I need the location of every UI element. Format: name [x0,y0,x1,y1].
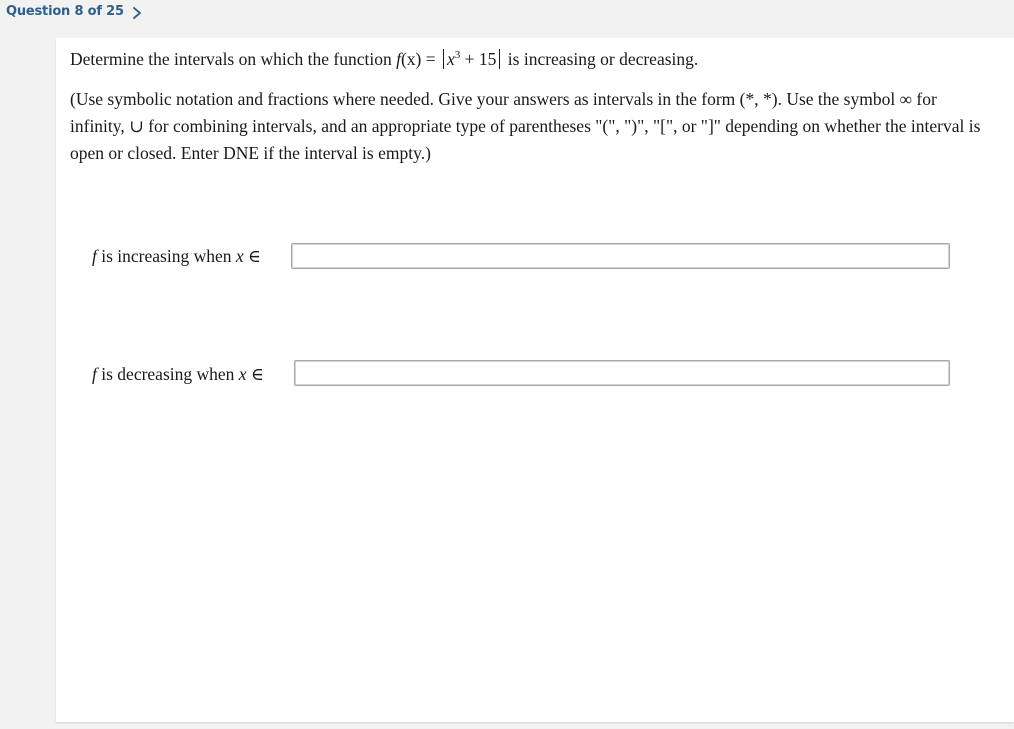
increasing-label [92,246,261,267]
question-card [56,38,1014,722]
decreasing-var: x [238,364,247,384]
abs-bar-left [443,49,444,69]
decreasing-f: f [92,364,97,384]
abs-bar-right [499,49,500,69]
decreasing-text: is decreasing when [101,364,235,384]
element-of-symbol: ∈ [250,364,264,384]
abs-exponent: 3 [454,49,461,62]
increasing-interval-input[interactable] [291,243,950,269]
next-question-button[interactable] [127,2,147,24]
increasing-f: f [92,246,97,266]
decreasing-label [92,364,264,385]
abs-rest: + 15 [464,49,497,69]
increasing-var: x [235,246,244,266]
question-suffix: is increasing or decreasing. [507,49,699,69]
question-prompt [70,49,698,70]
abs-base: x [447,49,455,69]
equals-sign: = [425,49,436,69]
function-name: f [396,49,401,69]
question-nav-bar [0,0,1014,26]
chevron-right-icon [127,2,147,24]
question-counter[interactable]: Question 8 of 25 [6,4,124,19]
question-prefix: Determine the intervals on which the function [70,49,392,69]
decreasing-interval-input[interactable] [294,360,950,386]
increasing-text: is increasing when [101,246,232,266]
instructions-text: (Use symbolic notation and fractions where needed. Give your answers as intervals in the form (*, *). Use the symbol ∞ for infinity, ∪ for combining intervals, and an appropriate type of parentheses "(", ")", "[", or "]" depending on whether the interval is open or closed. Enter DNE if the interval is empty.) [70,89,981,163]
element-of-symbol: ∈ [248,246,261,266]
function-arg: (x) [400,49,422,69]
